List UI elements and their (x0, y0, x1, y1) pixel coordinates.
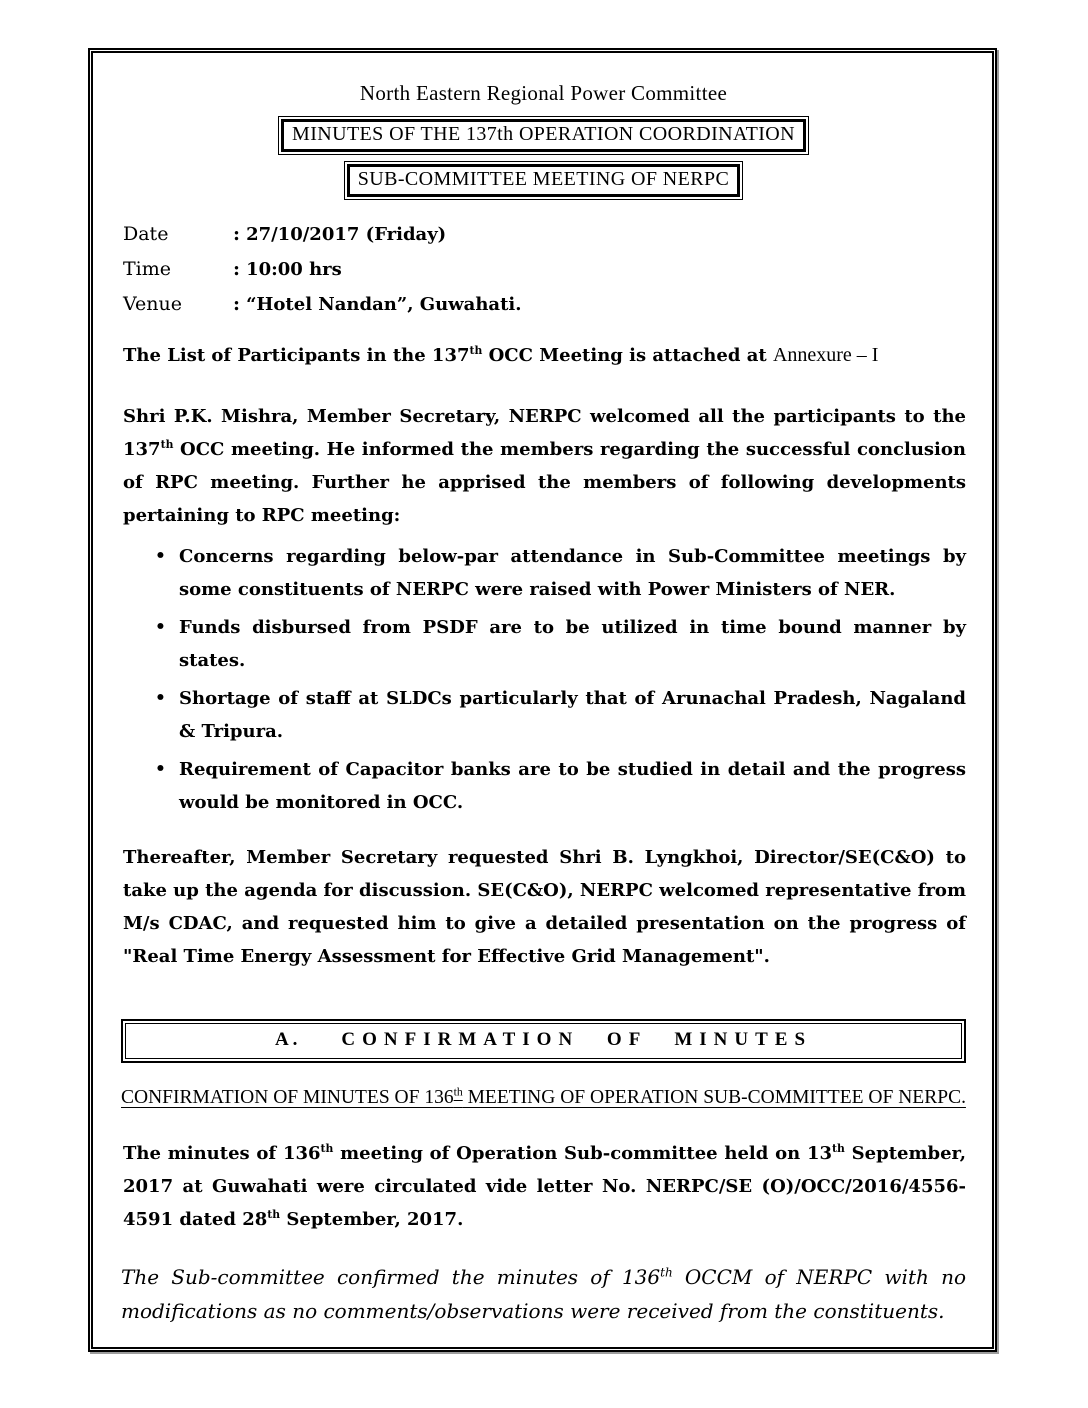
meta-label-venue: Venue (123, 293, 182, 315)
meta-separator: : (233, 223, 241, 245)
meeting-title-row-2 (121, 161, 966, 200)
section-a-heading-box (121, 1019, 966, 1063)
meeting-title-row-1 (121, 116, 966, 155)
meeting-title-box-1 (278, 116, 809, 155)
document-page (88, 48, 997, 1352)
bullet-item-attendance: • Concerns regarding below-par attendance in Sub-Committee meetings by some constituents of NERPC were raised with Power Ministers of NER. (179, 540, 966, 606)
section-a-heading (125, 1023, 962, 1059)
participants-note: The List of Participants in the 137th OCC Meeting is attached at Annexure – I (123, 344, 879, 366)
meta-label-date: Date (123, 223, 169, 245)
section-a-letter: A. (274, 1029, 302, 1050)
meta-row-time (123, 259, 966, 280)
minutes-circulation-paragraph: The minutes of 136th meeting of Operation Sub-committee held on 13th September, 2017 at Guwahati were circulated vide letter No. NERPC/SE (O)/OCC/2016/4556-4591 dated 28th September, 2017. (123, 1142, 966, 1230)
meta-row-venue (123, 294, 966, 315)
bullet-item-staff-shortage: • Shortage of staff at SLDCs particularly that of Arunachal Pradesh, Nagaland & Tripura. (179, 682, 966, 748)
meta-separator: : (233, 293, 241, 315)
meeting-title-line2: SUB-COMMITTEE MEETING OF NERPC (347, 164, 740, 197)
meta-value-date: 27/10/2017 (Friday) (246, 224, 447, 245)
meta-separator: : (233, 258, 241, 280)
rpc-developments-list (121, 540, 966, 819)
confirmation-resolution-paragraph: The Sub-committee confirmed the minutes of 136th OCCM of NERPC with no modifications as no comments/observations were received from the constituents. (121, 1265, 967, 1323)
meta-row-date (123, 224, 966, 245)
confirmation-subheading: CONFIRMATION OF MINUTES OF 136th MEETING OF OPERATION SUB-COMMITTEE OF NERPC. (121, 1085, 966, 1108)
bullet-item-capacitor-banks: • Requirement of Capacitor banks are to be studied in detail and the progress would be monitored in OCC. (179, 753, 966, 819)
meeting-title-box-2 (344, 161, 743, 200)
meta-value-venue: “Hotel Nandan”, Guwahati. (246, 294, 522, 315)
meta-value-time: 10:00 hrs (246, 259, 342, 280)
meeting-title-line1: MINUTES OF THE 137th OPERATION COORDINATION (281, 119, 806, 152)
bullet-item-psdf-funds: • Funds disbursed from PSDF are to be utilized in time bound manner by states. (179, 611, 966, 677)
section-a-title: CONFIRMATION OF MINUTES (341, 1029, 813, 1050)
org-title: North Eastern Regional Power Committee (359, 81, 728, 105)
thereafter-paragraph: Thereafter, Member Secretary requested Shri B. Lyngkhoi, Director/SE(C&O) to take up the agenda for discussion. SE(C&O), NERPC welcomed representative from M/s CDAC, and requested him to give a detailed presentation on the progress of "Real Time Energy Assessment for Effective Grid Management". (123, 847, 966, 967)
meta-label-time: Time (123, 258, 172, 280)
welcome-paragraph: Shri P.K. Mishra, Member Secretary, NERPC welcomed all the participants to the 137th OCC meeting. He informed the members regarding the successful conclusion of RPC meeting. Further he apprised the members of following developments pertaining to RPC meeting: (123, 406, 966, 526)
meeting-meta (123, 224, 966, 315)
